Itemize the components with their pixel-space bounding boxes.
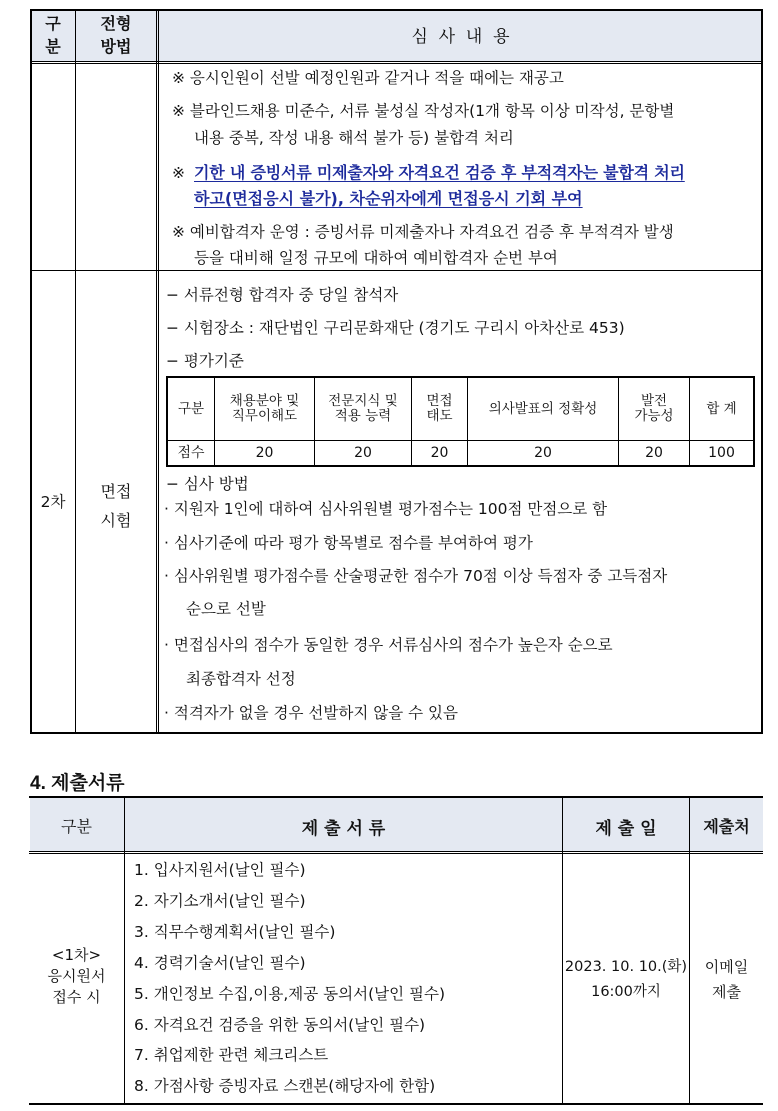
round-label: 2차	[40, 493, 66, 511]
criteria-header-attitude: 면접 태도	[426, 393, 453, 424]
doc-item-5: 5. 개인정보 수집,이용,제공 동의서(날인 필수)	[134, 985, 445, 1003]
method-line-4b: 최종합격자 선정	[186, 670, 296, 688]
note-ineligible-2: 하고(면접응시 불가), 차순위자에게 면접응시 기회 부여	[194, 189, 583, 208]
method-line-3b: 순으로 선발	[186, 600, 266, 618]
method-label: 면접 시험	[100, 482, 132, 530]
note-reserve-2: 등을 대비해 일정 규모에 대하여 예비합격자 순번 부여	[194, 249, 558, 267]
criteria-header-total: 합 계	[706, 400, 737, 417]
doc-item-6: 6. 자격요건 검증을 위한 동의서(날인 필수)	[134, 1016, 426, 1034]
header-content: 심 사 내 용	[411, 27, 510, 47]
criteria-header-gubun: 구분	[177, 400, 205, 417]
submission-date: 2023. 10. 10.(화) 16:00까지	[564, 959, 688, 1000]
criteria-title: − 평가기준	[166, 352, 244, 370]
interview-attendees: − 서류전형 합격자 중 당일 참석자	[166, 286, 399, 304]
method-line-4: · 면접심사의 점수가 동일한 경우 서류심사의 점수가 높은자 순으로	[164, 636, 613, 654]
note-blind-2: 내용 중복, 작성 내용 해석 불가 등) 불합격 처리	[194, 129, 514, 147]
note-mark: ※	[172, 164, 185, 182]
doc-header-docs: 제 출 서 류	[301, 819, 386, 839]
note-reserve-1: ※ 예비합격자 운영 : 증빙서류 미제출자나 자격요건 검증 후 부적격자 발생	[172, 223, 674, 241]
doc-item-3: 3. 직무수행계획서(날인 필수)	[134, 923, 336, 941]
submission-place: 이메일 제출	[704, 958, 749, 1001]
method-line-5: · 적격자가 없을 경우 선발하지 않을 수 있음	[164, 704, 458, 722]
score-presentation: 20	[534, 444, 552, 461]
doc-header-gubun: 구분	[61, 817, 92, 836]
score-potential: 20	[645, 444, 663, 461]
score-attitude: 20	[430, 444, 449, 461]
method-line-1: · 지원자 1인에 대하여 심사위원별 평가점수는 100점 만점으로 함	[164, 500, 608, 518]
doc-item-7: 7. 취업제한 관련 체크리스트	[134, 1046, 329, 1064]
exam-venue: − 시험장소 : 재단법인 구리문화재단 (경기도 구리시 아차산로 453)	[166, 319, 625, 337]
score-expertise: 20	[354, 444, 372, 461]
criteria-header-presentation: 의사발표의 정확성	[488, 400, 598, 417]
note-reannounce: ※ 응시인원이 선발 예정인원과 같거나 적을 때에는 재공고	[172, 69, 564, 87]
method-title: − 심사 방법	[166, 475, 249, 493]
criteria-header-job-understanding: 채용분야 및 직무이해도	[229, 393, 300, 424]
method-line-2: · 심사기준에 따라 평가 항목별로 점수를 부여하여 평가	[164, 534, 533, 552]
method-line-3: · 심사위원별 평가점수를 산술평균한 점수가 70점 이상 득점자 중 고득점자	[164, 567, 668, 585]
doc-header-place: 제출처	[703, 817, 750, 836]
criteria-header-expertise: 전문지식 및 적용 능력	[328, 393, 398, 424]
doc-item-1: 1. 입사지원서(날인 필수)	[134, 861, 306, 879]
doc-row-gubun: <1차> 응시원서 접수 시	[47, 946, 106, 1006]
doc-item-8: 8. 가점사항 증빙자료 스캔본(해당자에 한함)	[134, 1077, 436, 1095]
section-title: 4. 제출서류	[30, 773, 125, 794]
header-method: 전형 방법	[100, 14, 132, 56]
criteria-row-label: 점수	[177, 444, 205, 461]
score-total: 100	[708, 444, 735, 461]
doc-header-date: 제 출 일	[595, 819, 657, 839]
score-job-understanding: 20	[255, 444, 274, 461]
criteria-header-potential: 발전 가능성	[634, 393, 674, 424]
doc-item-2: 2. 자기소개서(날인 필수)	[134, 892, 306, 910]
doc-item-4: 4. 경력기술서(날인 필수)	[134, 954, 306, 972]
header-gubun: 구 분	[45, 14, 61, 56]
note-blind-1: ※ 블라인드채용 미준수, 서류 불성실 작성자(1개 항목 이상 미작성, 문항별	[172, 102, 675, 120]
note-ineligible-1: 기한 내 증빙서류 미제출자와 자격요건 검증 후 부적격자는 불합격 처리	[194, 163, 685, 182]
